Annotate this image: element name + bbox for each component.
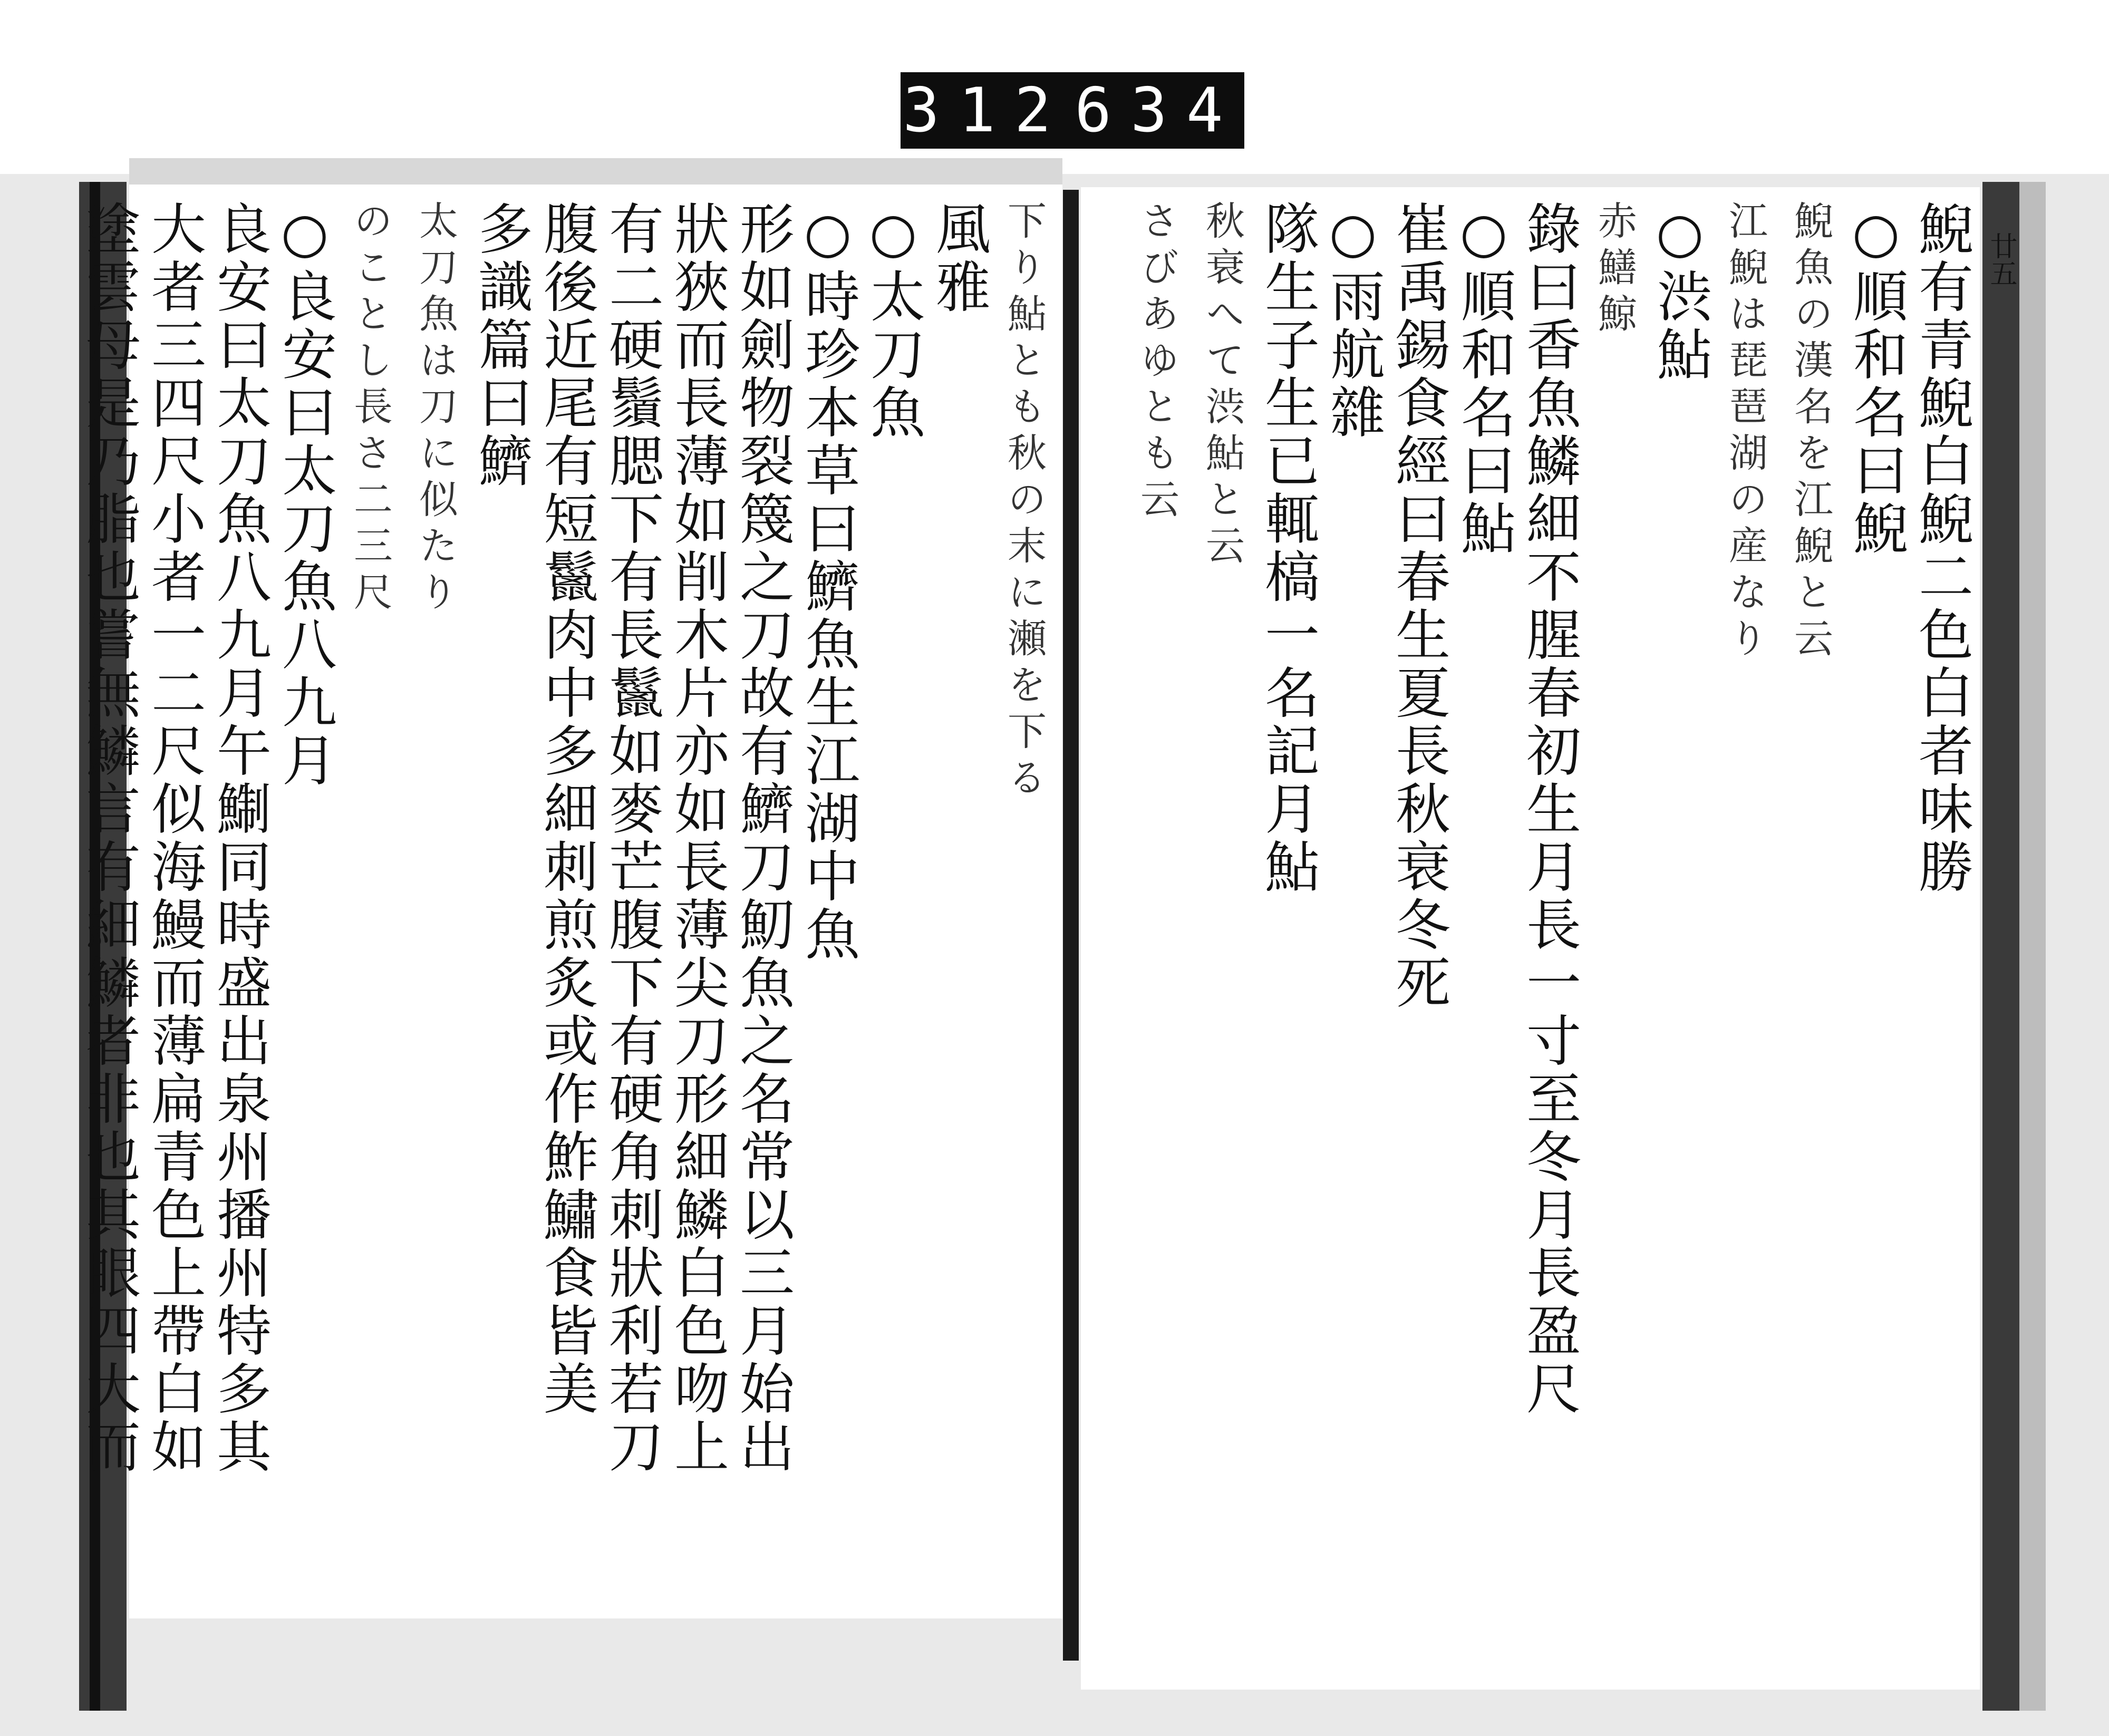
text-column: 江鯢は琵琶湖の産なり — [1723, 200, 1768, 664]
text-column: 鯢有青鯢白鯢二色白者味勝 — [1909, 200, 1973, 896]
text-column: 赤鱔鯨 — [1592, 200, 1637, 340]
text-column: ○雨航雜 — [1321, 200, 1385, 442]
text-column: 秋衰へて渋鮎と云 — [1199, 200, 1245, 571]
text-column: ○時珍本草曰鱭魚生江湖中魚 — [796, 200, 860, 964]
text-column: 風雅 — [926, 200, 991, 316]
text-column: 隊生子生已輒槁一名記月鮎 — [1255, 200, 1320, 896]
text-column: 多識篇曰鱭 — [469, 200, 533, 490]
text-column: 腹後近尾有短鬣肉中多細刺煎炙或作鮓鱐食皆美 — [534, 200, 598, 1418]
text-column: のことし長さ二三尺 — [347, 200, 393, 618]
text-column: 有二硬鬚腮下有長鬣如麥芒腹下有硬角刺狀利若刀 — [599, 200, 664, 1476]
folio-number: 廿五 — [1985, 232, 2017, 287]
text-column: さびあゆとも云 — [1134, 200, 1179, 525]
text-column: 錄曰香魚鱗細不腥春初生月長一寸至冬月長盈尺 — [1517, 200, 1581, 1418]
text-column: 大者三四尺小者一二尺似海鰻而薄扁青色上帶白如 — [142, 200, 206, 1476]
text-column: ○順和名曰鯢 — [1844, 200, 1908, 558]
text-column: ○渋鮎 — [1648, 200, 1712, 384]
text-column: 鯢魚の漢名を江鯢と云 — [1788, 200, 1833, 664]
text-column: 良安曰太刀魚八九月午鯯同時盛出泉州播州特多其 — [207, 200, 272, 1476]
left-page-text — [76, 200, 1054, 1608]
right-page-text — [1107, 200, 1972, 1608]
label-right-number: 634 — [1075, 75, 1242, 146]
text-column: 太刀魚は刀に似たり — [413, 200, 458, 618]
text-column: ○良安曰太刀魚八九月 — [273, 200, 337, 790]
text-column: 塗雲母是乃脂也嘗無鱗言有細鱗者非也其眼四大而 — [76, 200, 141, 1476]
label-left-number: 312 — [903, 75, 1070, 146]
text-column: ○順和名曰鮎 — [1452, 200, 1516, 558]
archive-number-label — [901, 72, 1244, 149]
text-column: 下り鮎とも秋の末に瀬を下る — [1001, 200, 1047, 803]
text-column: 形如劍物裂篾之刀故有鱭刀魛魚之名常以三月始出 — [730, 200, 795, 1476]
text-column: ○太刀魚 — [861, 200, 925, 442]
text-column: 崔禹錫食經曰春生夏長秋衰冬死 — [1386, 200, 1450, 1012]
text-column: 狀狹而長薄如削木片亦如長薄尖刀形細鱗白色吻上 — [665, 200, 729, 1476]
